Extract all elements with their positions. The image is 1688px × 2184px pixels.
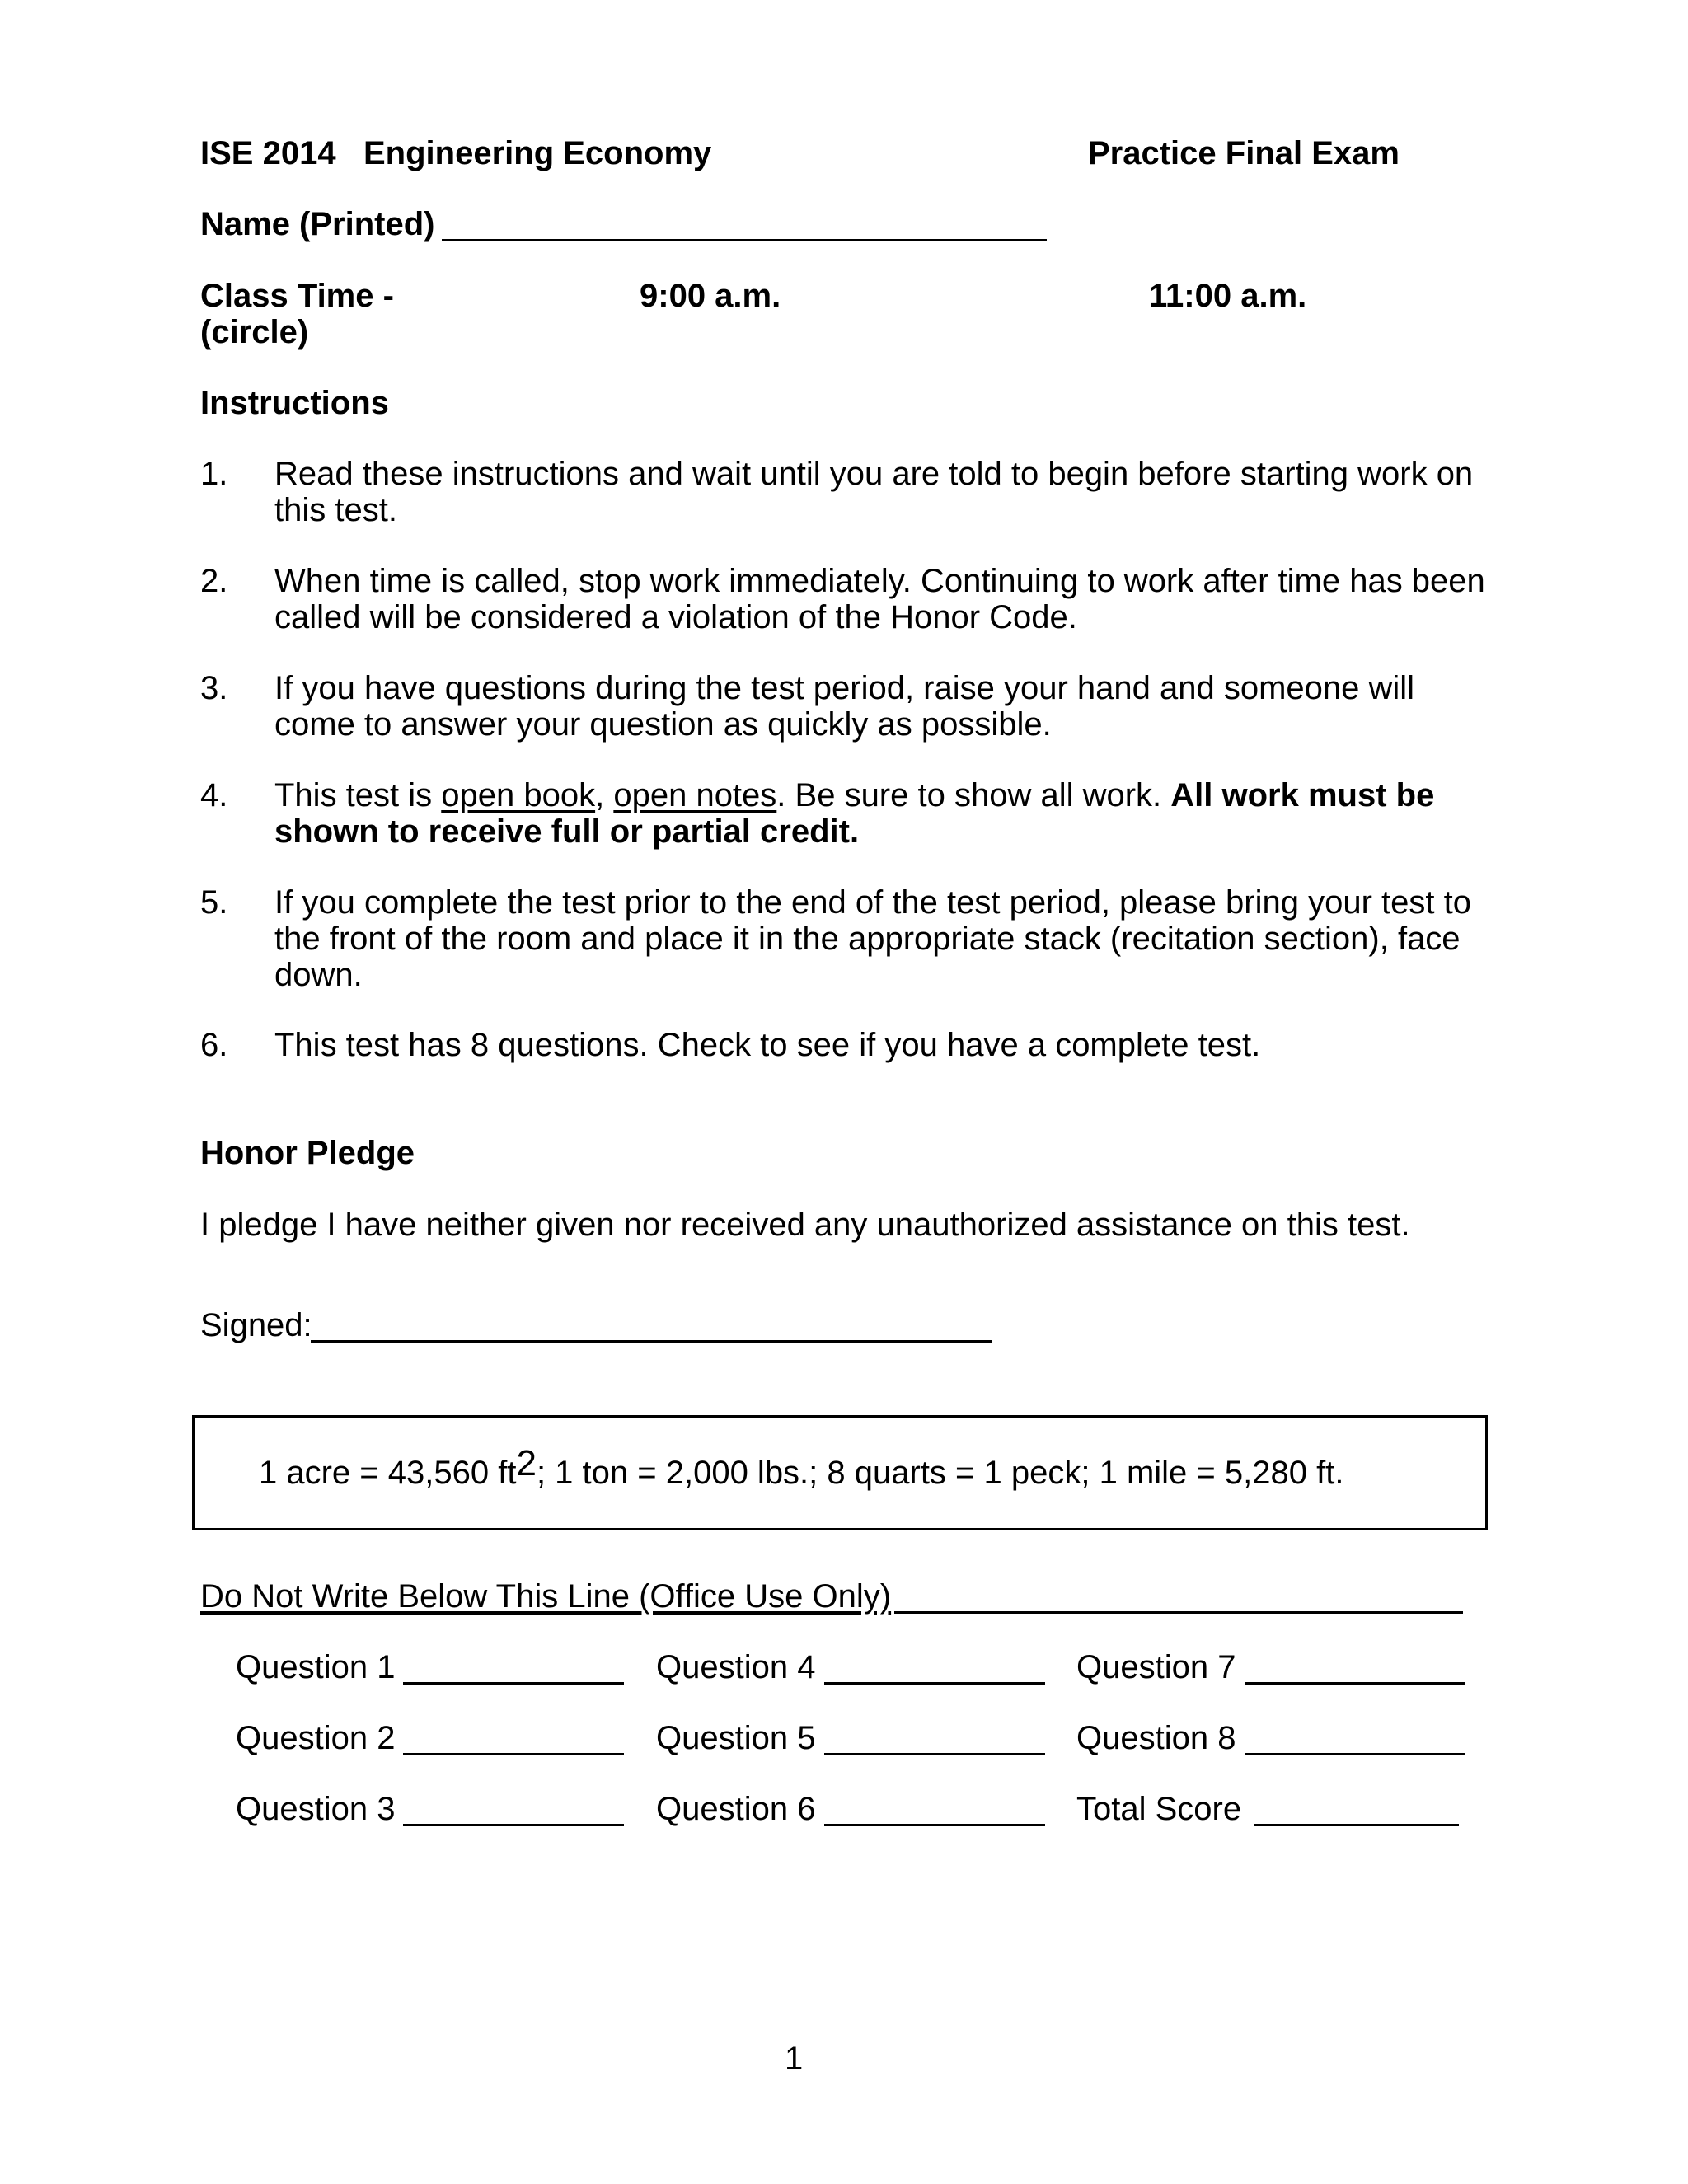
instruction-text: When time is called, stop work immediately. Continuing to work after time has been called will be considered a violation of the Honor Code.	[274, 563, 1485, 635]
acre-conversion: 1 acre = 43,560 ft	[259, 1455, 517, 1491]
score-blank[interactable]	[824, 1682, 1045, 1685]
signature-blank[interactable]	[311, 1340, 992, 1343]
score-label-question-4: Question 4	[656, 1649, 816, 1685]
exam-title: Practice Final Exam	[1088, 135, 1400, 171]
instruction-number: 1.	[200, 456, 228, 492]
office-use-label: Do Not Write Below This Line (Office Use Only)	[200, 1578, 892, 1615]
score-label-question-1: Question 1	[236, 1649, 396, 1685]
instruction-number: 2.	[200, 563, 228, 599]
score-label-total: Total Score	[1076, 1791, 1242, 1827]
squared-superscript: 2	[516, 1443, 537, 1483]
instruction-number: 6.	[200, 1027, 228, 1063]
instruction-4-part-b: ,	[595, 777, 614, 813]
instructions-heading: Instructions	[200, 385, 389, 421]
name-label: Name (Printed)	[200, 206, 435, 242]
instruction-4-part-c: . Be sure to show all work.	[776, 777, 1171, 813]
instruction-4-part-a: This test is	[274, 777, 442, 813]
instruction-number: 3.	[200, 670, 228, 706]
score-label-question-7: Question 7	[1076, 1649, 1236, 1685]
conversion-factors	[259, 1443, 1344, 1491]
score-blank[interactable]	[1245, 1682, 1465, 1685]
instruction-text: Read these instructions and wait until you are told to begin before starting work on this test.	[274, 456, 1474, 528]
score-blank[interactable]	[403, 1682, 624, 1685]
score-blank[interactable]	[1254, 1824, 1459, 1826]
page-number: 1	[785, 2041, 804, 2077]
score-label-question-6: Question 6	[656, 1791, 816, 1827]
score-blank[interactable]	[824, 1753, 1045, 1755]
score-blank[interactable]	[824, 1824, 1045, 1826]
other-conversions: ; 1 ton = 2,000 lbs.; 8 quarts = 1 peck; 1 mile = 5,280 ft.	[536, 1455, 1344, 1491]
course-code: ISE 2014	[200, 135, 336, 171]
conversion-box	[192, 1415, 1488, 1530]
score-label-question-3: Question 3	[236, 1791, 396, 1827]
score-label-question-8: Question 8	[1076, 1720, 1236, 1756]
office-use-line	[894, 1611, 1463, 1614]
instruction-text	[274, 777, 1494, 850]
open-book-text: open book	[441, 777, 596, 813]
honor-pledge-heading: Honor Pledge	[200, 1135, 415, 1171]
honor-pledge-text: I pledge I have neither given nor received any unauthorized assistance on this test.	[200, 1207, 1410, 1243]
instruction-text: If you complete the test prior to the end of the test period, please bring your test to the front of the room and place it in the appropriate stack (recitation section), face down.	[274, 884, 1471, 993]
class-time-sublabel: (circle)	[200, 314, 309, 350]
score-blank[interactable]	[403, 1824, 624, 1826]
open-notes-text: open notes	[613, 777, 777, 813]
class-time-option-9am[interactable]: 9:00 a.m.	[640, 278, 781, 314]
signed-label: Signed:	[200, 1307, 312, 1343]
score-label-question-2: Question 2	[236, 1720, 396, 1756]
name-blank[interactable]	[442, 239, 1047, 241]
instruction-4-bold: All work must be shown to receive full or partial credit.	[274, 777, 1435, 850]
score-label-question-5: Question 5	[656, 1720, 816, 1756]
score-blank[interactable]	[1245, 1753, 1465, 1755]
class-time-option-11am[interactable]: 11:00 a.m.	[1149, 278, 1307, 314]
course-name: Engineering Economy	[363, 135, 712, 171]
instruction-number: 5.	[200, 884, 228, 921]
class-time-label: Class Time -	[200, 278, 394, 314]
instruction-text: This test has 8 questions. Check to see if you have a complete test.	[274, 1027, 1261, 1063]
instruction-number: 4.	[200, 777, 228, 813]
score-blank[interactable]	[403, 1753, 624, 1755]
instruction-text: If you have questions during the test period, raise your hand and someone will come to answer your question as quickly as possible.	[274, 670, 1415, 743]
